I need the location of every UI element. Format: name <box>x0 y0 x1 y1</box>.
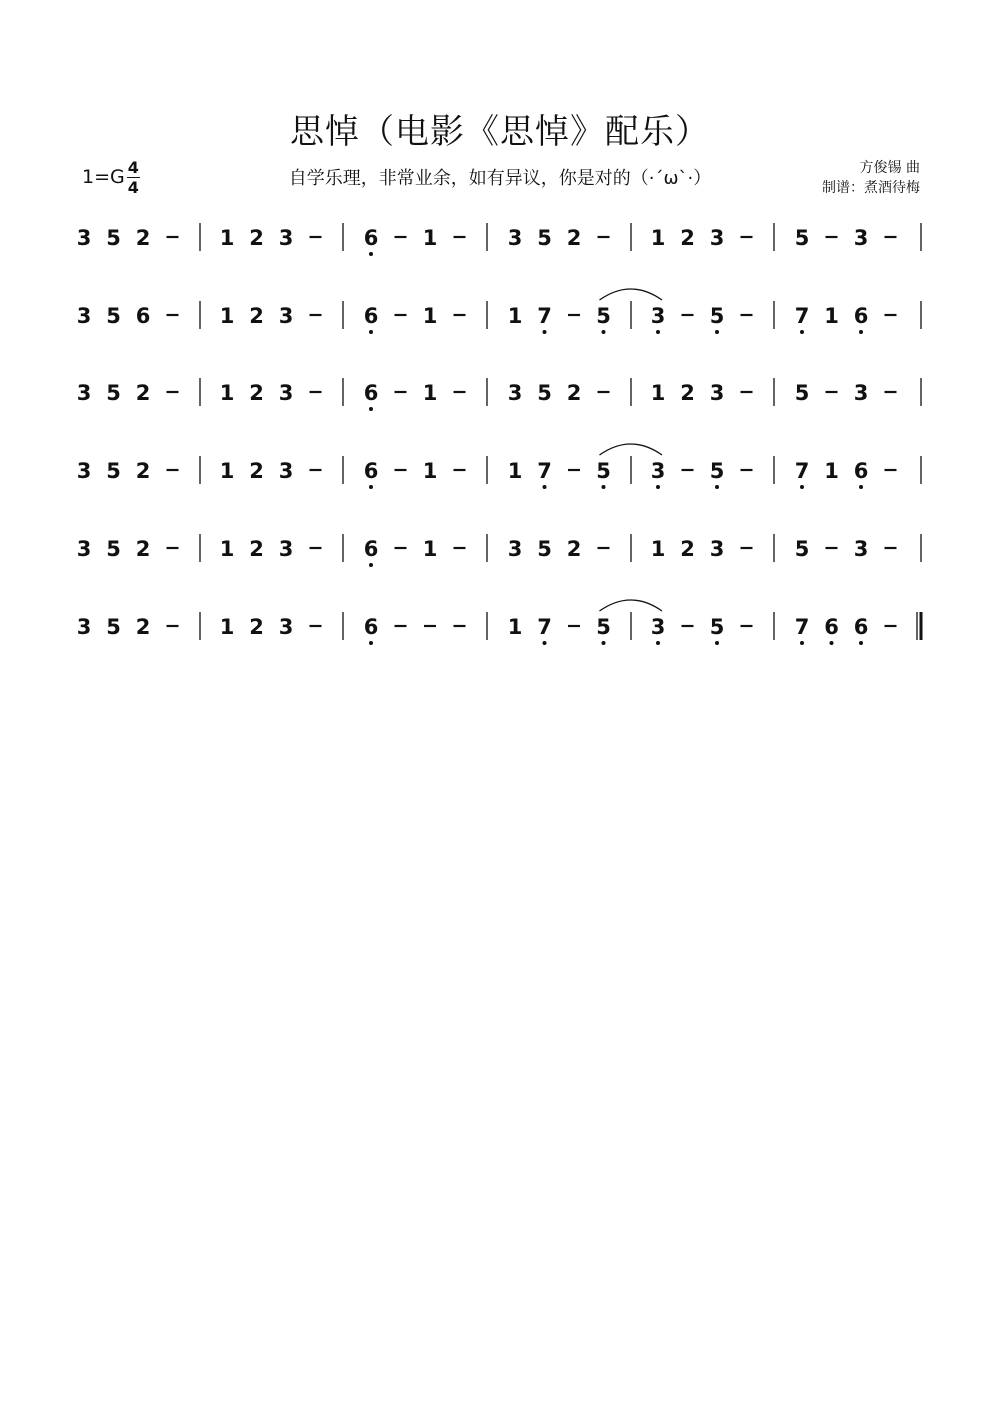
low-octave-dot <box>369 563 373 567</box>
note-digit: 3 <box>278 537 294 561</box>
low-octave-dot <box>800 641 804 645</box>
low-octave-dot <box>602 641 606 645</box>
low-octave-dot <box>859 485 863 489</box>
note-digit: 3 <box>853 537 869 561</box>
low-octave-dot <box>369 641 373 645</box>
note-digit: 5 <box>709 615 725 639</box>
note-digit: 1 <box>219 537 235 561</box>
note-digit: 5 <box>709 459 725 483</box>
low-octave-dot <box>656 485 660 489</box>
tie-arc <box>600 444 663 455</box>
note-digit: 3 <box>853 226 869 250</box>
low-octave-dot <box>800 330 804 334</box>
note-digit: 3 <box>278 459 294 483</box>
note-digit: 2 <box>680 226 695 250</box>
note-digit: 3 <box>853 381 869 405</box>
note-digit: 1 <box>824 304 839 328</box>
note-digit: 7 <box>794 459 810 483</box>
note-digit: 5 <box>709 304 725 328</box>
note-digit: 1 <box>422 537 438 561</box>
note-digit: 7 <box>537 459 552 483</box>
note-digit: 2 <box>249 304 264 328</box>
note-digit: 2 <box>249 381 264 405</box>
note-digit: 2 <box>566 226 582 250</box>
low-octave-dot <box>369 407 373 411</box>
score-line <box>77 444 921 489</box>
note-digit: 5 <box>596 304 611 328</box>
note-digit: 3 <box>278 226 294 250</box>
note-digit: 1 <box>422 459 438 483</box>
note-digit: 3 <box>709 381 725 405</box>
note-digit: 6 <box>853 304 869 328</box>
note-digit: 3 <box>76 615 92 639</box>
note-digit: 1 <box>219 381 235 405</box>
note-digit: 3 <box>76 381 92 405</box>
note-digit: 3 <box>278 304 294 328</box>
note-digit: 5 <box>106 537 121 561</box>
note-digit: 2 <box>135 226 151 250</box>
note-digit: 5 <box>537 381 552 405</box>
note-digit: 1 <box>824 459 839 483</box>
note-digit: 2 <box>135 381 151 405</box>
note-digit: 1 <box>650 226 666 250</box>
note-digit: 6 <box>363 304 379 328</box>
tie-arc <box>600 289 663 300</box>
low-octave-dot <box>715 641 719 645</box>
low-octave-dot <box>543 330 547 334</box>
note-digit: 2 <box>566 537 582 561</box>
note-digit: 5 <box>596 459 611 483</box>
note-digit: 6 <box>363 615 379 639</box>
note-digit: 5 <box>106 304 121 328</box>
note-digit: 3 <box>76 304 92 328</box>
low-octave-dot <box>543 485 547 489</box>
note-digit: 1 <box>507 459 523 483</box>
note-digit: 6 <box>824 615 839 639</box>
note-digit: 6 <box>363 226 379 250</box>
note-digit: 5 <box>106 615 121 639</box>
note-digit: 2 <box>249 459 264 483</box>
note-digit: 2 <box>566 381 582 405</box>
low-octave-dot <box>656 641 660 645</box>
note-digit: 2 <box>135 615 151 639</box>
score-line <box>77 534 921 567</box>
note-digit: 1 <box>219 459 235 483</box>
note-digit: 5 <box>106 226 121 250</box>
score-line <box>77 378 921 411</box>
note-digit: 2 <box>249 537 264 561</box>
note-digit: 3 <box>278 615 294 639</box>
low-octave-dot <box>656 330 660 334</box>
score-line <box>77 600 921 645</box>
note-digit: 5 <box>537 537 552 561</box>
subtitle-note: 自学乐理，非常业余，如有异议，你是对的（·´ω`·） <box>288 168 712 189</box>
note-digit: 2 <box>680 537 695 561</box>
note-digit: 3 <box>709 226 725 250</box>
note-digit: 6 <box>853 615 869 639</box>
low-octave-dot <box>715 485 719 489</box>
note-digit: 6 <box>363 381 379 405</box>
low-octave-dot <box>602 330 606 334</box>
score-line <box>77 223 921 256</box>
note-digit: 1 <box>219 615 235 639</box>
note-digit: 1 <box>507 615 523 639</box>
page-title: 思悼（电影《思悼》配乐） <box>290 112 710 152</box>
note-digit: 2 <box>135 459 151 483</box>
note-digit: 3 <box>709 537 725 561</box>
note-digit: 6 <box>363 459 379 483</box>
note-digit: 3 <box>76 459 92 483</box>
note-digit: 1 <box>422 304 438 328</box>
note-digit: 3 <box>650 459 666 483</box>
transcriber-credit: 制谱：煮酒待梅 <box>822 180 920 196</box>
note-digit: 3 <box>507 226 523 250</box>
note-digit: 1 <box>422 226 438 250</box>
low-octave-dot <box>602 485 606 489</box>
low-octave-dot <box>859 641 863 645</box>
low-octave-dot <box>859 330 863 334</box>
tie-arc <box>600 600 663 611</box>
note-digit: 7 <box>794 304 810 328</box>
note-digit: 2 <box>249 615 264 639</box>
note-digit: 1 <box>507 304 523 328</box>
note-digit: 1 <box>219 304 235 328</box>
note-digit: 3 <box>650 615 666 639</box>
note-digit: 1 <box>650 381 666 405</box>
note-digit: 5 <box>106 459 121 483</box>
note-digit: 3 <box>76 226 92 250</box>
note-digit: 5 <box>537 226 552 250</box>
note-digit: 6 <box>853 459 869 483</box>
time-signature-numerator: 4 <box>127 157 139 177</box>
note-digit: 3 <box>507 537 523 561</box>
note-digit: 3 <box>507 381 523 405</box>
note-digit: 5 <box>596 615 611 639</box>
low-octave-dot <box>369 485 373 489</box>
low-octave-dot <box>800 485 804 489</box>
note-digit: 6 <box>135 304 151 328</box>
score-line <box>77 289 921 334</box>
note-digit: 6 <box>363 537 379 561</box>
time-signature-denominator: 4 <box>127 177 139 197</box>
key-signature: 1=G <box>82 166 125 188</box>
note-digit: 5 <box>794 381 810 405</box>
note-digit: 2 <box>249 226 264 250</box>
note-digit: 7 <box>537 615 552 639</box>
note-digit: 7 <box>794 615 810 639</box>
note-digit: 3 <box>650 304 666 328</box>
composer-credit: 方俊锡 曲 <box>859 160 920 176</box>
note-digit: 5 <box>794 537 810 561</box>
note-digit: 2 <box>135 537 151 561</box>
low-octave-dot <box>369 252 373 256</box>
low-octave-dot <box>543 641 547 645</box>
note-digit: 5 <box>106 381 121 405</box>
note-digit: 3 <box>278 381 294 405</box>
note-digit: 1 <box>650 537 666 561</box>
low-octave-dot <box>369 330 373 334</box>
note-digit: 2 <box>680 381 695 405</box>
low-octave-dot <box>715 330 719 334</box>
low-octave-dot <box>830 641 834 645</box>
note-digit: 1 <box>219 226 235 250</box>
note-digit: 5 <box>794 226 810 250</box>
note-digit: 1 <box>422 381 438 405</box>
note-digit: 3 <box>76 537 92 561</box>
note-digit: 7 <box>537 304 552 328</box>
